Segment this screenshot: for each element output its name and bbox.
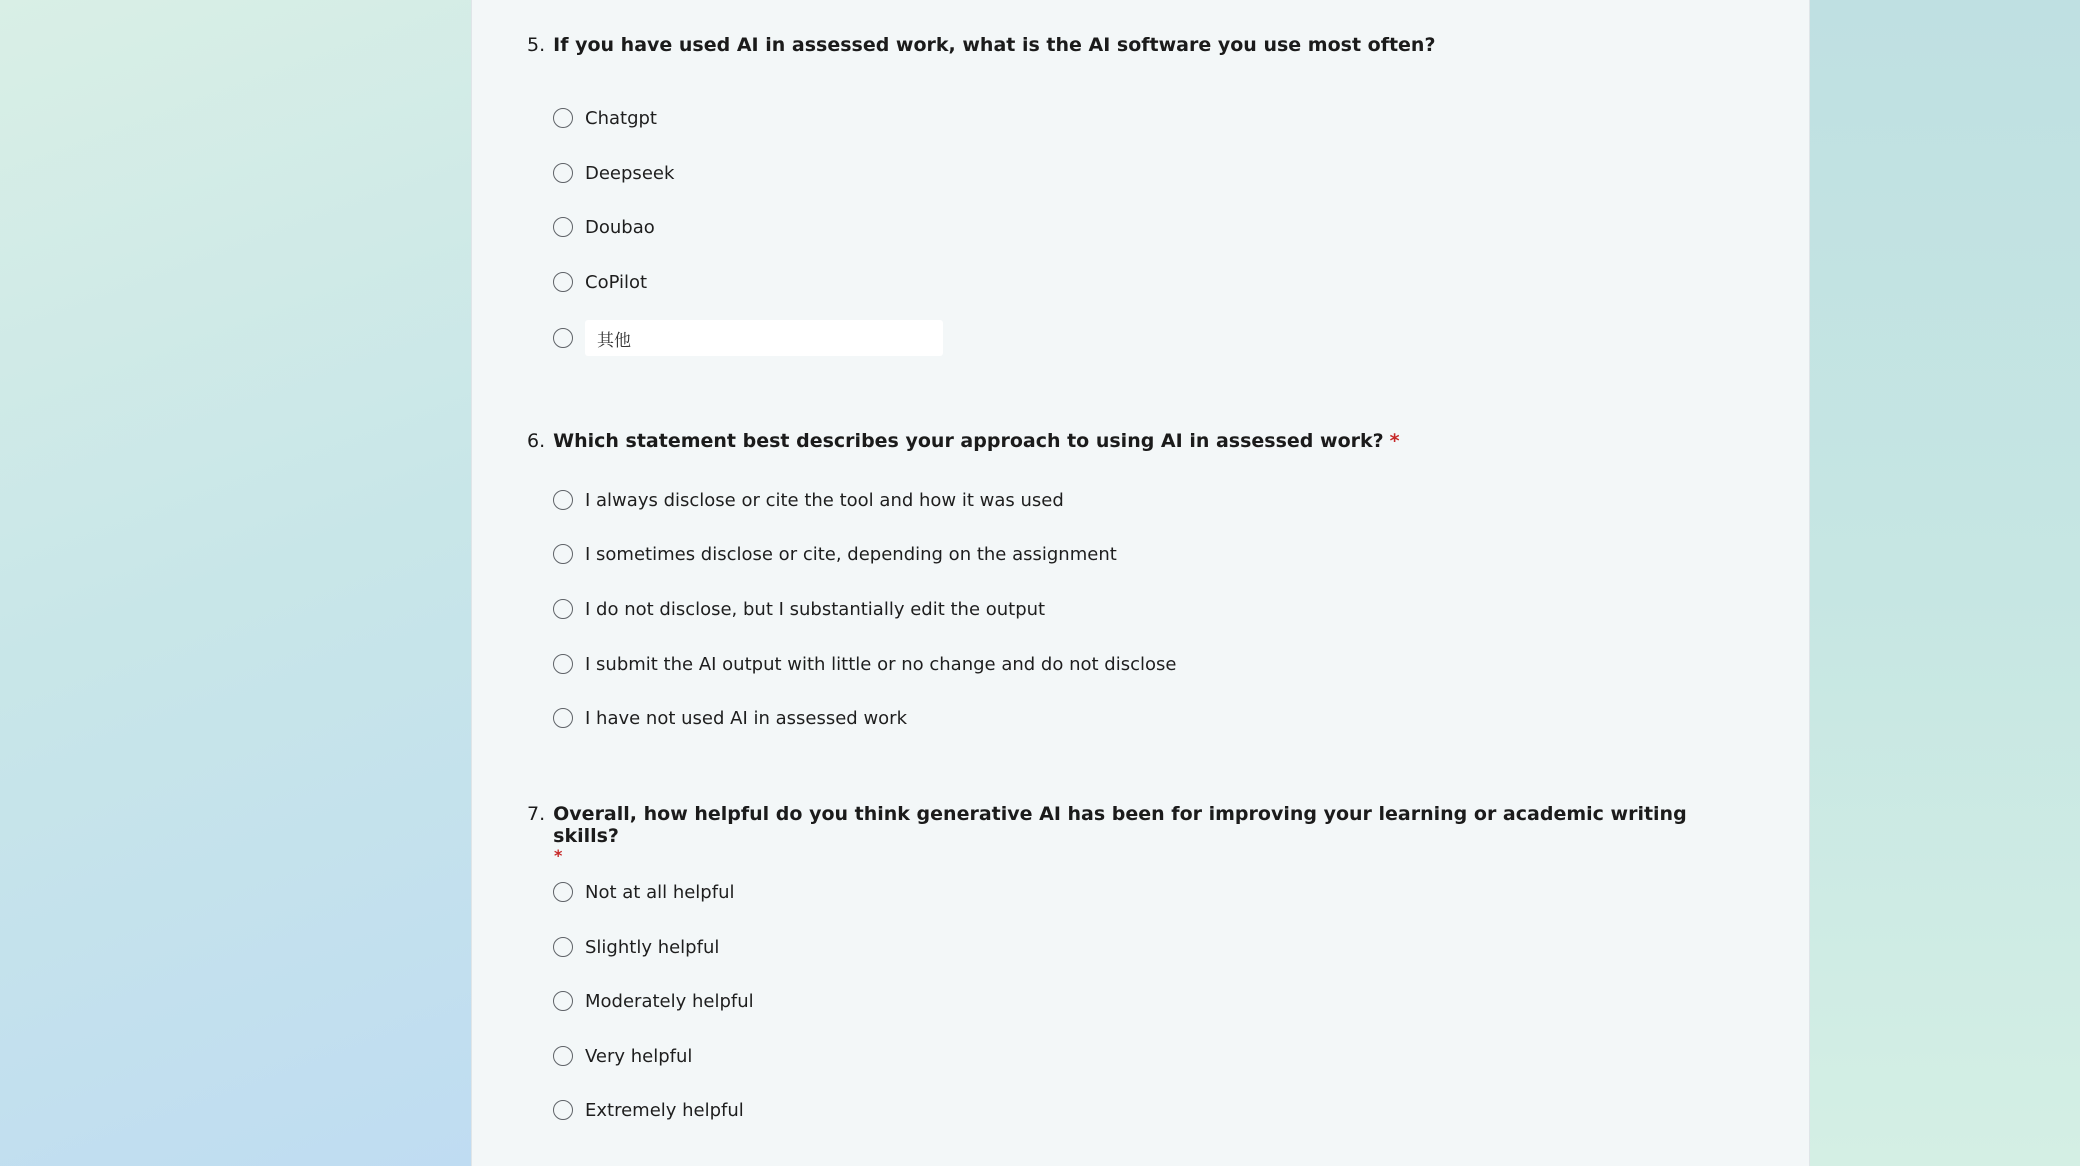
option-label: Moderately helpful (585, 990, 754, 1012)
question-5-title (527, 34, 1757, 56)
radio-button[interactable] (553, 882, 573, 902)
radio-button[interactable] (553, 217, 573, 237)
option-label: I do not disclose, but I substantially edit the output (585, 598, 1046, 620)
radio-button[interactable] (553, 599, 573, 619)
question-text: If you have used AI in assessed work, what is the AI software you use most often? (553, 34, 1436, 56)
option-not-disclose-edit[interactable] (553, 594, 1045, 624)
option-doubao[interactable] (553, 212, 655, 242)
radio-button[interactable] (553, 490, 573, 510)
background-right (1810, 0, 2080, 1166)
option-always-disclose[interactable] (553, 485, 1064, 515)
question-6-title (527, 430, 1757, 452)
option-label: Not at all helpful (585, 881, 735, 903)
option-not-at-all-helpful[interactable] (553, 877, 734, 907)
form-panel (471, 0, 1810, 1166)
question-7 (527, 803, 1757, 1121)
option-sometimes-disclose[interactable] (553, 539, 1117, 569)
option-slightly-helpful[interactable] (553, 932, 719, 962)
option-label: Extremely helpful (585, 1099, 744, 1121)
option-label: Chatgpt (585, 107, 657, 129)
required-asterisk: * (1389, 430, 1400, 452)
radio-button[interactable] (553, 272, 573, 292)
other-text-input[interactable] (585, 320, 943, 356)
radio-button[interactable] (553, 328, 573, 348)
radio-button[interactable] (553, 1100, 573, 1120)
option-other[interactable] (553, 318, 943, 358)
question-5 (527, 34, 1757, 293)
option-label: CoPilot (585, 271, 648, 293)
option-moderately-helpful[interactable] (553, 986, 754, 1016)
radio-button[interactable] (553, 1046, 573, 1066)
option-not-used[interactable] (553, 703, 907, 733)
required-asterisk: * (554, 846, 563, 865)
question-number: 5. (527, 34, 546, 56)
option-label: Slightly helpful (585, 936, 720, 958)
option-label: Deepseek (585, 162, 675, 184)
option-label: I have not used AI in assessed work (585, 707, 907, 729)
radio-button[interactable] (553, 708, 573, 728)
radio-button[interactable] (553, 991, 573, 1011)
option-extremely-helpful[interactable] (553, 1095, 744, 1125)
option-very-helpful[interactable] (553, 1041, 692, 1071)
radio-button[interactable] (553, 544, 573, 564)
option-copilot[interactable] (553, 267, 647, 297)
question-7-title (527, 803, 1757, 847)
option-label: I submit the AI output with little or no change and do not disclose (585, 653, 1177, 675)
question-text: Overall, how helpful do you think generative AI has been for improving your learning or academic writing skills? (553, 803, 1687, 847)
radio-button[interactable] (553, 163, 573, 183)
question-6 (527, 430, 1757, 729)
question-number: 7. (527, 803, 546, 825)
radio-button[interactable] (553, 937, 573, 957)
question-number: 6. (527, 430, 546, 452)
question-text: Which statement best describes your approach to using AI in assessed work? (553, 430, 1384, 452)
option-label: I always disclose or cite the tool and how it was used (585, 489, 1064, 511)
option-deepseek[interactable] (553, 158, 674, 188)
option-label: Very helpful (585, 1045, 693, 1067)
radio-button[interactable] (553, 108, 573, 128)
option-label: I sometimes disclose or cite, depending on the assignment (585, 543, 1117, 565)
option-chatgpt[interactable] (553, 103, 657, 133)
option-label: Doubao (585, 216, 655, 238)
radio-button[interactable] (553, 654, 573, 674)
option-submit-no-change[interactable] (553, 649, 1176, 679)
